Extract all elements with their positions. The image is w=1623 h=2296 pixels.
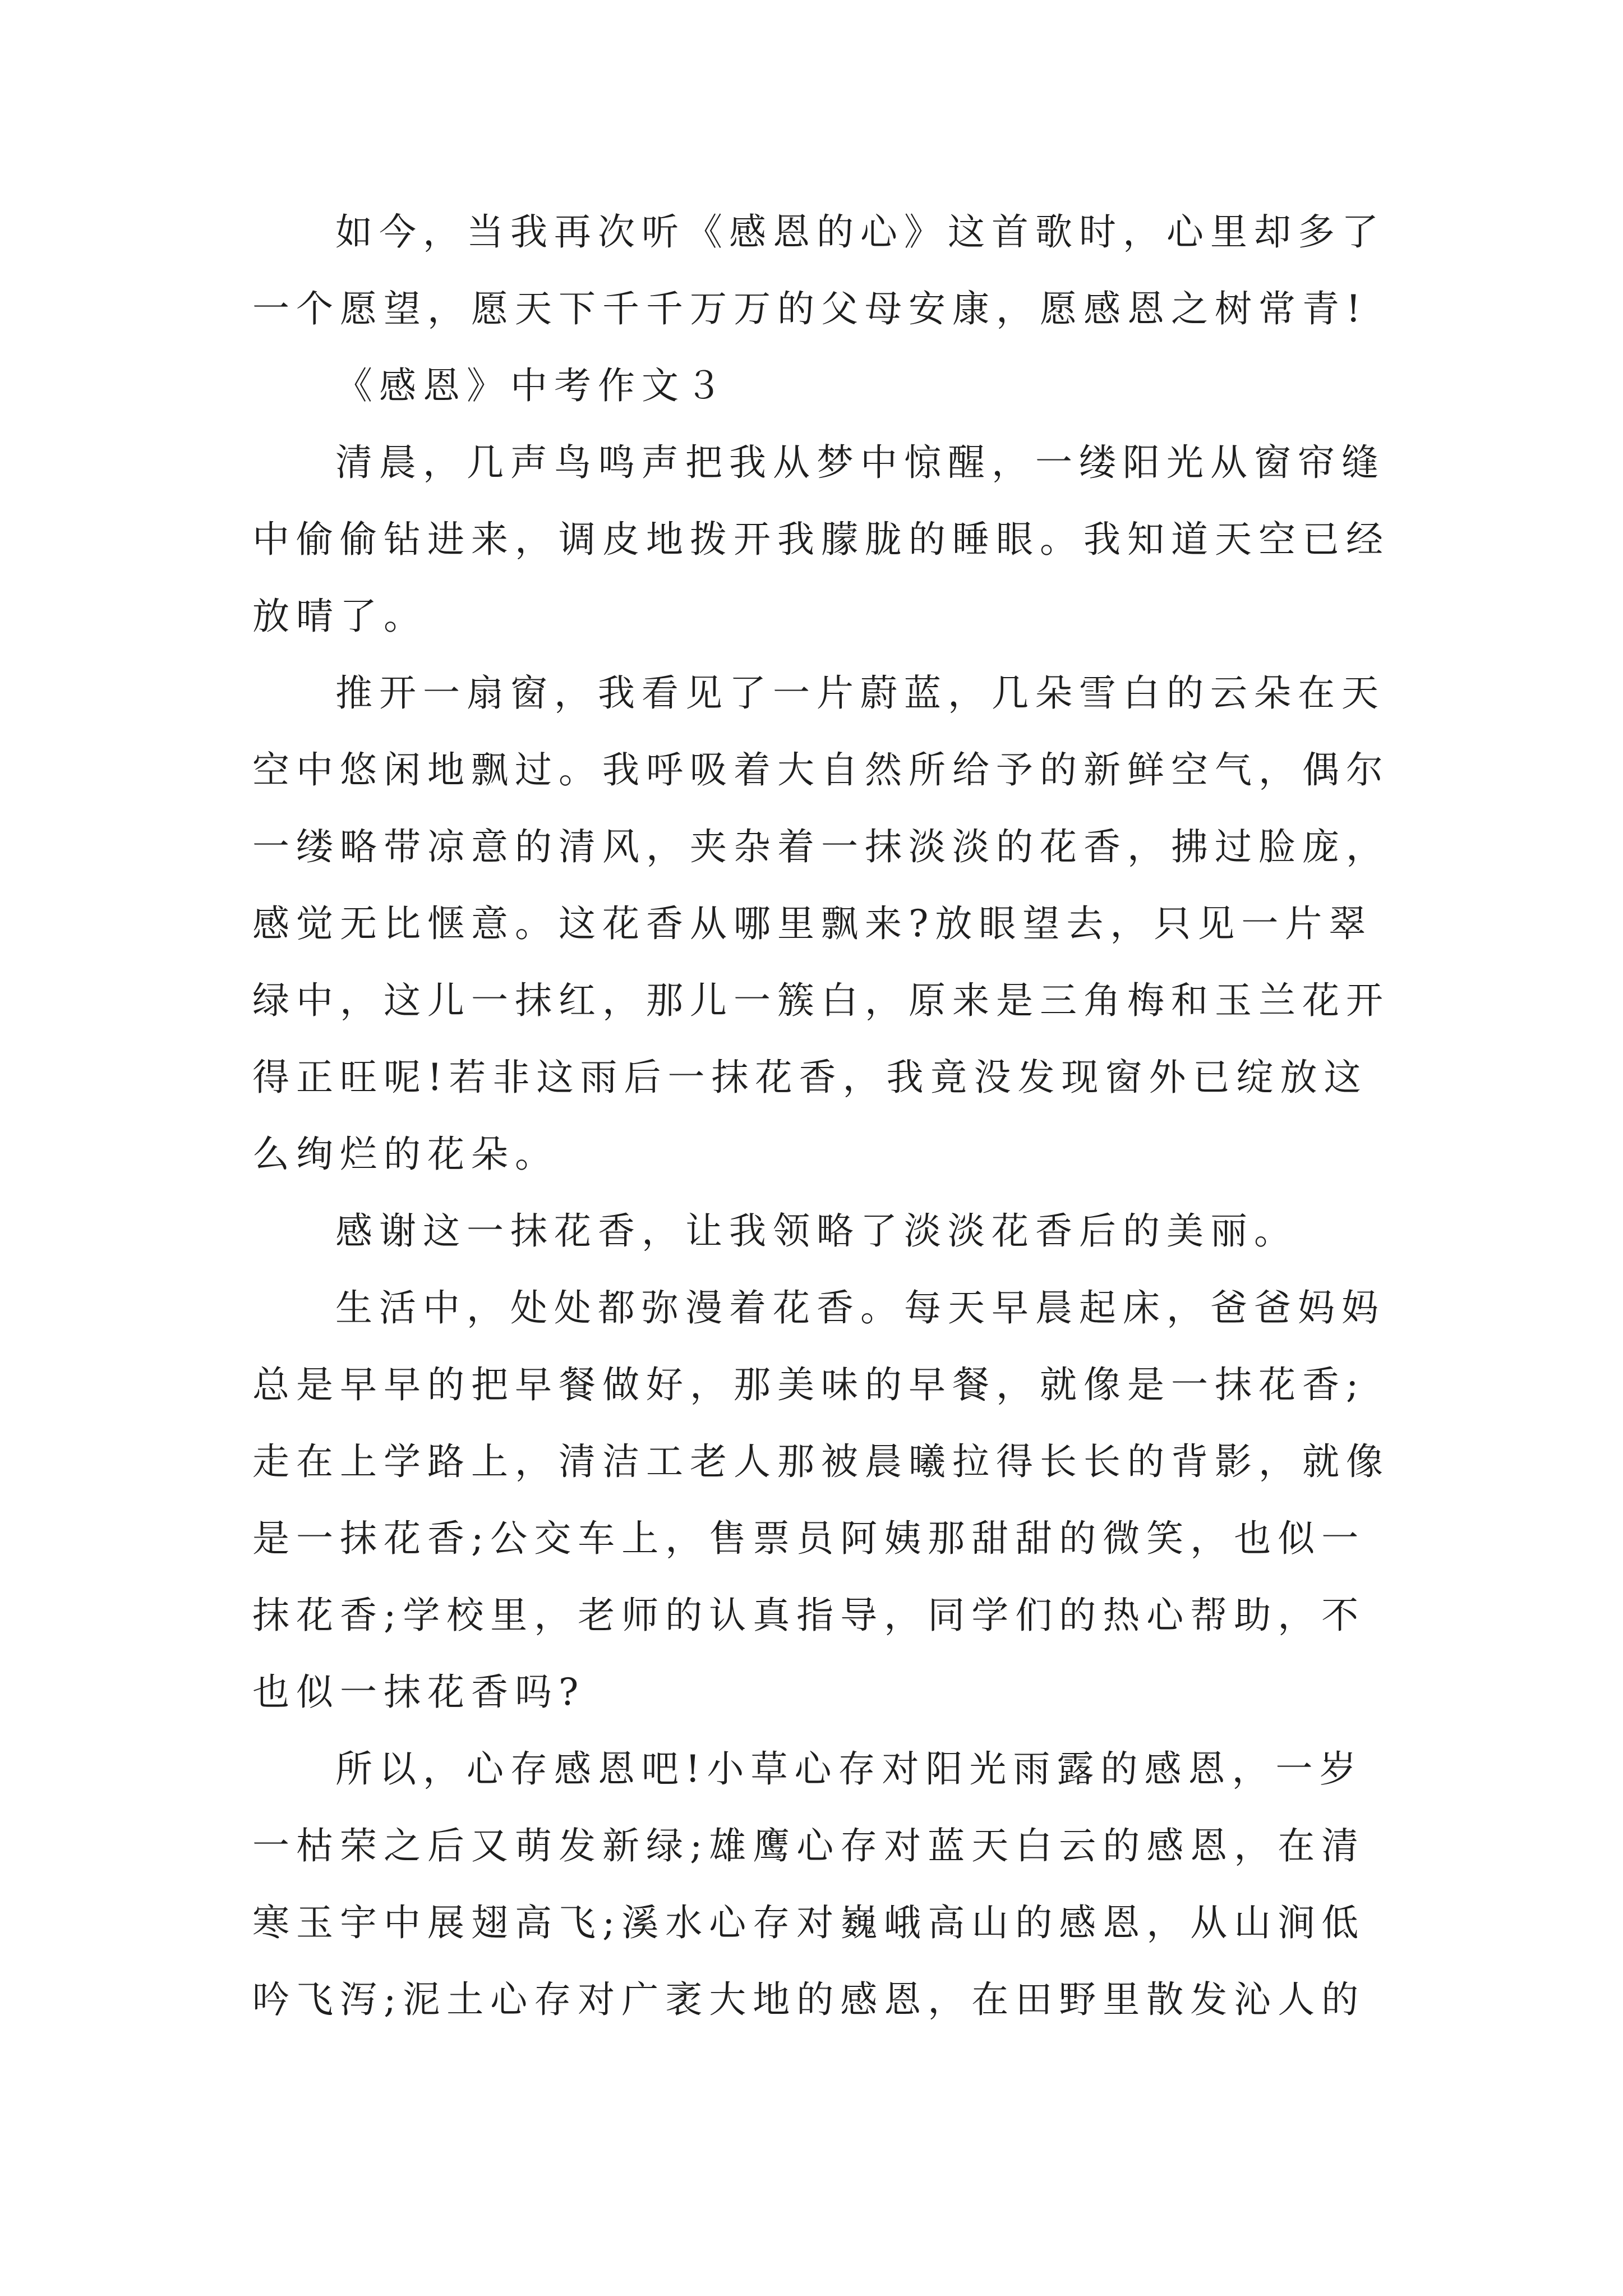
text-line: 如今，当我再次听《感恩的心》这首歌时，心里却多了 [335,210,1385,254]
text-line: 总是早早的把早餐做好，那美味的早餐，就像是一抹花香; [252,1363,1366,1406]
text-line: 得正旺呢!若非这雨后一抹花香，我竟没发现窗外已绽放这 [252,1056,1368,1099]
text-line: 一枯荣之后又萌发新绿;雄鹰心存对蓝天白云的感恩，在清 [252,1824,1366,1867]
text-line: 感谢这一抹花香，让我领略了淡淡花香后的美丽。 [335,1209,1298,1253]
text-line: 一缕略带凉意的清风，夹杂着一抹淡淡的花香，拂过脸庞， [252,825,1390,868]
text-line: 是一抹花香;公交车上，售票员阿姨那甜甜的微笑，也似一 [252,1517,1366,1560]
text-line: 推开一扇窗，我看见了一片蔚蓝，几朵雪白的云朵在天 [335,671,1385,715]
text-line: 绿中，这儿一抹红，那儿一簇白，原来是三角梅和玉兰花开 [252,979,1390,1022]
text-line: 感觉无比惬意。这花香从哪里飘来?放眼望去，只见一片翠 [252,902,1373,945]
text-line: 放晴了。 [252,595,427,638]
text-line: 吟飞泻;泥土心存对广袤大地的感恩，在田野里散发沁人的 [252,1978,1366,2021]
text-line: 生活中，处处都弥漫着花香。每天早晨起床，爸爸妈妈 [335,1286,1385,1329]
text-line: 空中悠闲地飘过。我呼吸着大自然所给予的新鲜空气，偶尔 [252,748,1390,792]
section-heading: 《感恩》中考作文３ [335,364,729,407]
text-line: 清晨，几声鸟鸣声把我从梦中惊醒，一缕阳光从窗帘缝 [335,441,1385,484]
text-line: 一个愿望，愿天下千千万万的父母安康，愿感恩之树常青! [252,287,1368,330]
document-body [252,194,1390,2038]
text-line: 所以，心存感恩吧!小草心存对阳光雨露的感恩，一岁 [335,1747,1363,1791]
text-line: 寒玉宇中展翅高飞;溪水心存对巍峨高山的感恩，从山涧低 [252,1901,1366,1944]
text-line: 中偷偷钻进来，调皮地拨开我朦胧的睡眼。我知道天空已经 [252,518,1390,561]
text-line: 抹花香;学校里，老师的认真指导，同学们的热心帮助，不 [252,1594,1366,1637]
text-line: 也似一抹花香吗? [252,1671,585,1714]
text-line: 走在上学路上，清洁工老人那被晨曦拉得长长的背影，就像 [252,1440,1390,1483]
text-line: 么绚烂的花朵。 [252,1133,559,1176]
